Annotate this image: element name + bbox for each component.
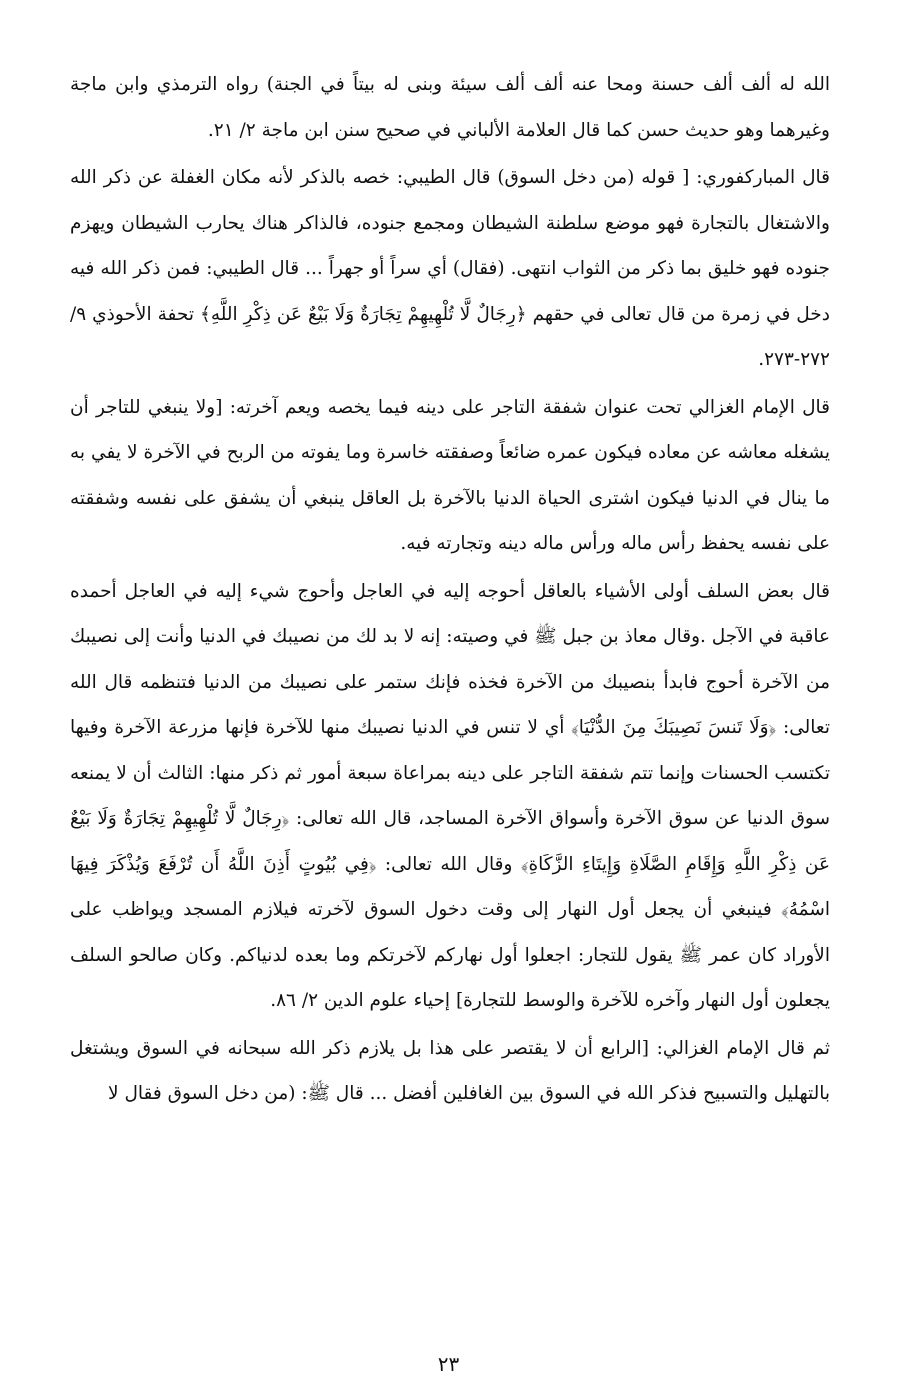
paragraph: قال بعض السلف أولى الأشياء بالعاقل أحوجه إليه في العاجل وأحوج شيء إليه في العاجل أحمده عاقبة في الآجل .وقال معاذ بن جبل ﷺ في وصيته: إنه لا بد لك من نصيبك في الدنيا وأنت إلى نصيبك من الآخرة أحوج فابدأ بنصيبك من الآخرة فخذه فإنك ستمر على نصيبك من الدنيا فتنظمه قال الله تعالى: ﴿وَلَا تَنسَ نَصِيبَكَ مِنَ الدُّنْيَا﴾ أي لا تنس في الدنيا نصيبك منها للآخرة فإنها مزرعة الآخرة وفيها تكتسب الحسنات وإنما تتم شفقة التاجر على دينه بمراعاة سبعة أمور ثم ذكر منها: الثالث أن لا يمنعه سوق الدنيا عن سوق الآخرة وأسواق الآخرة المساجد، قال الله تعالى: ﴿رِجَالٌ لَّا تُلْهِيهِمْ تِجَارَةٌ وَلَا بَيْعٌ عَن ذِكْرِ اللَّهِ وَإِقَامِ الصَّلَاةِ وَإِيتَاءِ الزَّكَاةِ﴾ وقال الله تعالى: ﴿فِي بُيُوتٍ أَذِنَ اللَّهُ أَن تُرْفَعَ وَيُذْكَرَ فِيهَا اسْمُهُ﴾ فينبغي أن يجعل أول النهار إلى وقت دخول السوق لآخرته فيلازم المسجد ويواظب على الأوراد كان عمر ﷺ يقول للتجار: اجعلوا أول نهاركم لآخرتكم وما بعده لدنياكم. وكان صالحو السلف يجعلون أول النهار وآخره للآخرة والوسط للتجارة] إحياء علوم الدين ٢/ ٨٦. [70,580,830,1011]
page-body [70,62,830,1117]
paragraph: ثم قال الإمام الغزالي: [الرابع أن لا يقتصر على هذا بل يلازم ذكر الله سبحانه في السوق ويشتغل بالتهليل والتسبيح فذكر الله في السوق بين الغافلين أفضل ... قال ﷺ: (من دخل السوق فقال لا [70,1037,830,1104]
paragraph: الله له ألف ألف حسنة ومحا عنه ألف ألف سيئة وبنى له بيتاً في الجنة) رواه الترمذي وابن ماجة وغيرهما وهو حديث حسن كما قال العلامة الألباني في صحيح سنن ابن ماجة ٢/ ٢١. [70,74,830,141]
page-number: ٢٣ [437,1352,460,1376]
paragraph: قال الإمام الغزالي تحت عنوان شفقة التاجر على دينه فيما يخصه ويعم آخرته: [ولا ينبغي للتاجر أن يشغله معاشه عن معاده فيكون عمره ضائعاً وصفقته خاسرة وما يفوته من الربح في الآخرة لا يفي به ما ينال في الدنيا فيكون اشترى الحياة الدنيا بالآخرة بل العاقل ينبغي أن يشفق على نفسه وشفقته على نفسه يحفظ رأس ماله ورأس ماله دينه وتجارته فيه. [70,396,830,554]
paragraph: قال المباركفوري: [ قوله (من دخل السوق) قال الطيبي: خصه بالذكر لأنه مكان الغفلة عن ذكر الله والاشتغال بالتجارة فهو موضع سلطنة الشيطان ومجمع جنوده، فالذاكر هناك يحارب الشيطان ويهزم جنوده فهو خليق بما ذكر من الثواب انتهى. (فقال) أي سراً أو جهراً ... قال الطيبي: فمن ذكر الله فيه دخل في زمرة من قال تعالى في حقهم ﴿رِجَالٌ لَّا تُلْهِيهِمْ تِجَارَةٌ وَلَا بَيْعٌ عَن ذِكْرِ اللَّهِ﴾ تحفة الأحوذي ٩/ ٢٧٢-٢٧٣. [70,167,830,370]
